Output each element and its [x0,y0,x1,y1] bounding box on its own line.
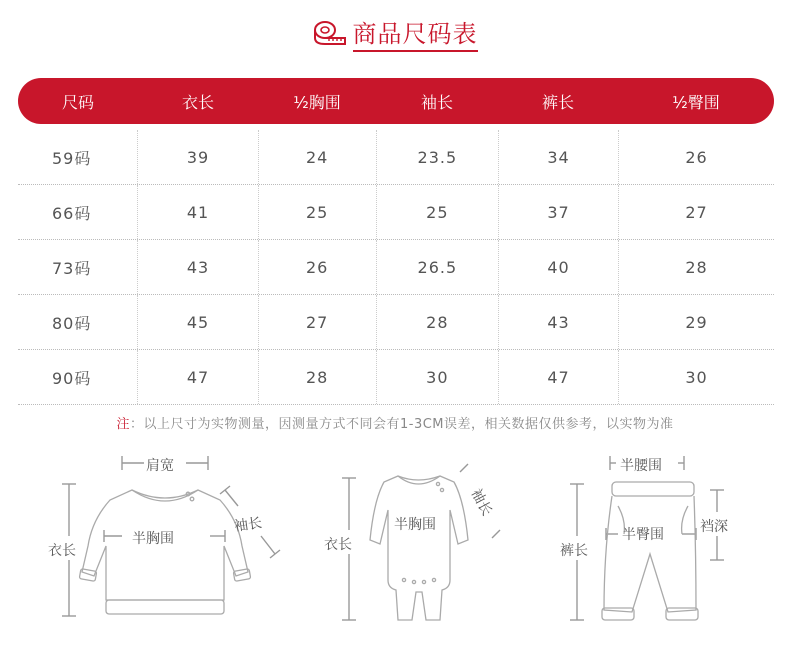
top-length-label: 衣长 [48,543,76,559]
cell-half-hip: 28 [618,240,774,294]
cell-half-chest: 25 [258,185,376,239]
cell-length: 43 [137,240,257,294]
title-text: 商品尺码表 [353,14,478,52]
header-half-hip: ½臀围 [672,92,720,112]
table-row [18,130,774,185]
cell-size: 59码 [52,148,92,168]
table-row [18,185,774,240]
cell-sleeve: 28 [376,295,498,349]
cell-half-chest: 28 [258,350,376,404]
table-row [18,295,774,350]
cell-sleeve: 30 [376,350,498,404]
header-length: 衣长 [181,92,214,112]
cell-length: 39 [137,130,257,184]
cell-pants-length: 43 [498,295,618,349]
header-sleeve: 袖长 [420,92,453,112]
cell-half-chest: 24 [258,130,376,184]
romper-sleeve-label: 袖长 [467,486,495,519]
cell-sleeve: 26.5 [376,240,498,294]
page-title [313,14,478,52]
cell-sleeve: 23.5 [376,130,498,184]
romper-diagram [318,450,518,630]
note-label: 注 [116,417,130,432]
crotch-label: 裆深 [700,519,728,535]
title-area [0,14,790,52]
cell-size: 73码 [52,258,92,278]
cell-pants-length: 37 [498,185,618,239]
cell-length: 41 [137,185,257,239]
table-header [18,78,774,124]
pants-length-label: 裤长 [560,543,588,559]
cell-pants-length: 47 [498,350,618,404]
romper-length-label: 衣长 [324,537,352,553]
header-pants-length: 裤长 [541,92,574,112]
cell-sleeve: 25 [376,185,498,239]
header-half-chest: ½胸围 [293,92,341,112]
measuring-tape-icon [313,20,347,46]
cell-half-hip: 27 [618,185,774,239]
romper-half-chest-label: 半胸围 [394,517,436,533]
note-text: ：以上尺寸为实物测量，因测量方式不同会有1-3CM误差，相关数据仅供参考，以实物为准 [129,417,674,432]
shoulder-label: 肩宽 [146,458,174,474]
cell-size: 66码 [52,203,92,223]
cell-length: 47 [137,350,257,404]
table-row [18,350,774,405]
cell-pants-length: 40 [498,240,618,294]
half-hip-label: 半臀围 [622,527,664,543]
cell-half-chest: 26 [258,240,376,294]
disclaimer-note [0,413,790,432]
cell-half-hip: 30 [618,350,774,404]
cell-half-chest: 27 [258,295,376,349]
cell-size: 80码 [52,313,92,333]
cell-length: 45 [137,295,257,349]
table-body [18,130,774,405]
top-sleeve-label: 袖长 [233,515,264,535]
table-row [18,240,774,295]
cell-size: 90码 [52,368,92,388]
cell-half-hip: 26 [618,130,774,184]
pants-diagram [560,450,770,630]
pants-illustration [560,450,770,630]
top-diagram [48,450,288,630]
top-half-chest-label: 半胸围 [132,531,174,547]
half-waist-label: 半腰围 [620,458,662,474]
cell-half-hip: 29 [618,295,774,349]
cell-pants-length: 34 [498,130,618,184]
header-size: 尺码 [61,92,94,112]
